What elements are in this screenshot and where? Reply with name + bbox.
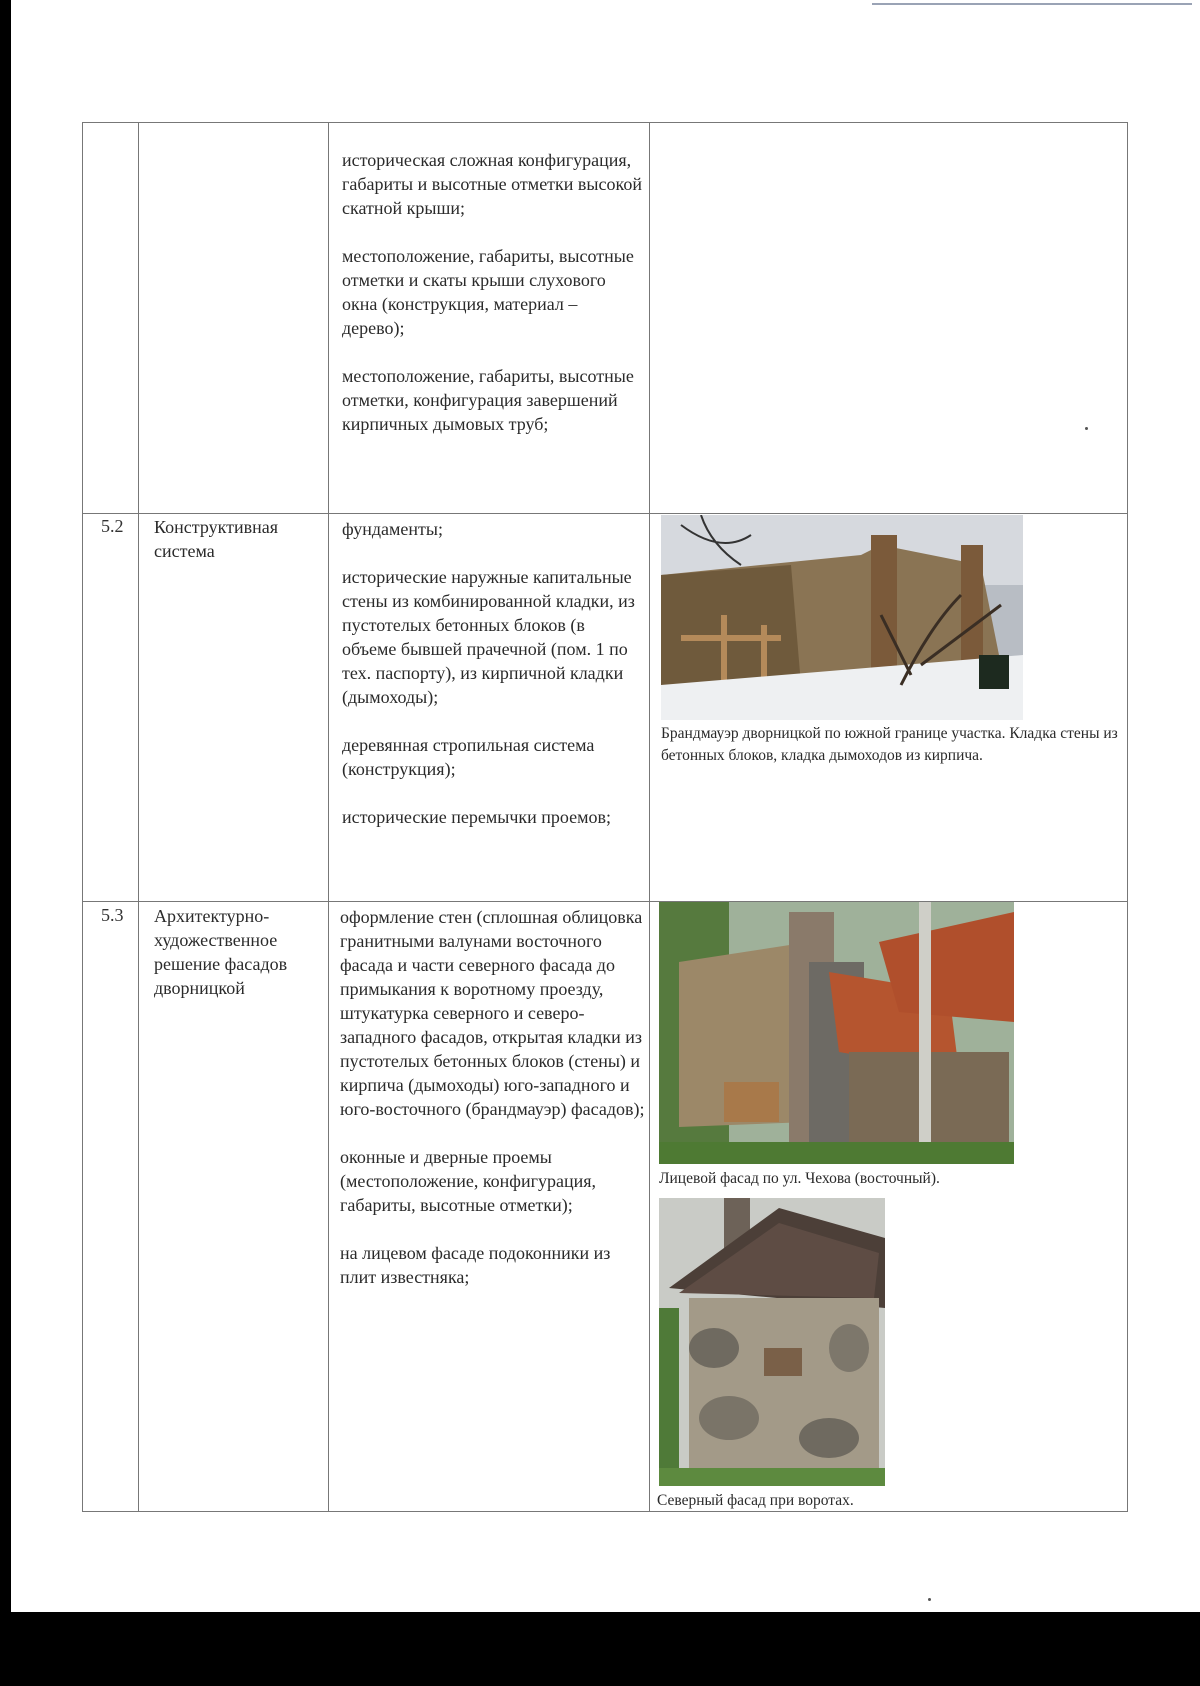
north-facade-caption: Северный фасад при воротах. xyxy=(657,1492,854,1509)
row-name: Архитектурно-художественное решение фасадов дворницкой xyxy=(154,906,288,998)
firewall-photo xyxy=(661,515,1023,720)
east-facade-photo xyxy=(659,902,1014,1164)
column-divider xyxy=(328,123,329,1511)
row-2-item: исторические наружные капитальные стены из комбинированной кладки, из пустотелых бетонных блоков (в объеме бывшей прачечной (пом. 1 по тех. паспорту), из кирпичной кладки (дымоходы); xyxy=(342,567,635,707)
row-number: 5.2 xyxy=(101,516,124,536)
column-divider xyxy=(138,123,139,1511)
north-facade-photo xyxy=(659,1198,885,1486)
column-divider xyxy=(649,123,650,1511)
scan-edge-bottom xyxy=(0,1612,1200,1686)
scan-edge-left xyxy=(0,0,11,1686)
scan-edge-top-line xyxy=(872,3,1192,5)
row-2-items xyxy=(342,517,642,829)
row-3-items xyxy=(340,905,645,1289)
row-2-item: исторические перемычки проемов; xyxy=(342,807,611,827)
row-1-item: местоположение, габариты, высотные отметки, конфигурация завершений кирпичных дымовых труб; xyxy=(342,366,634,434)
row-name: Конструктивная система xyxy=(154,517,278,561)
row-3-item: на лицевом фасаде подоконники из плит известняка; xyxy=(340,1243,611,1287)
row-2-item: фундаменты; xyxy=(342,519,443,539)
row-1-items xyxy=(342,148,642,436)
scan-speck xyxy=(928,1598,931,1601)
row-number: 5.3 xyxy=(101,905,124,925)
firewall-photo-caption: Брандмауэр дворницкой по южной границе участка. Кладка стены из бетонных блоков, кладка дымоходов из кирпича. xyxy=(661,725,1118,764)
row-3-item: оконные и дверные проемы (местоположение, конфигурация, габариты, высотные отметки); xyxy=(340,1147,596,1215)
row-3-item: оформление стен (сплошная облицовка гранитными валунами восточного фасада и части северного фасада до примыкания к воротному проезду, штукатурка северного и северо-западного фасадов, открытая кладки из пустотелых бетонных блоков (стены) и кирпича (дымоходы) юго-западного и юго-восточного (брандмауэр) фасадов); xyxy=(340,907,645,1119)
row-1-item: местоположение, габариты, высотные отметки и скаты крыши слухового окна (конструкция, материал – дерево); xyxy=(342,246,634,338)
row-divider xyxy=(83,513,1127,514)
row-2-item: деревянная стропильная система (конструкция); xyxy=(342,735,595,779)
east-facade-caption: Лицевой фасад по ул. Чехова (восточный). xyxy=(659,1170,940,1187)
row-1-item: историческая сложная конфигурация, габариты и высотные отметки высокой скатной крыши; xyxy=(342,150,642,218)
